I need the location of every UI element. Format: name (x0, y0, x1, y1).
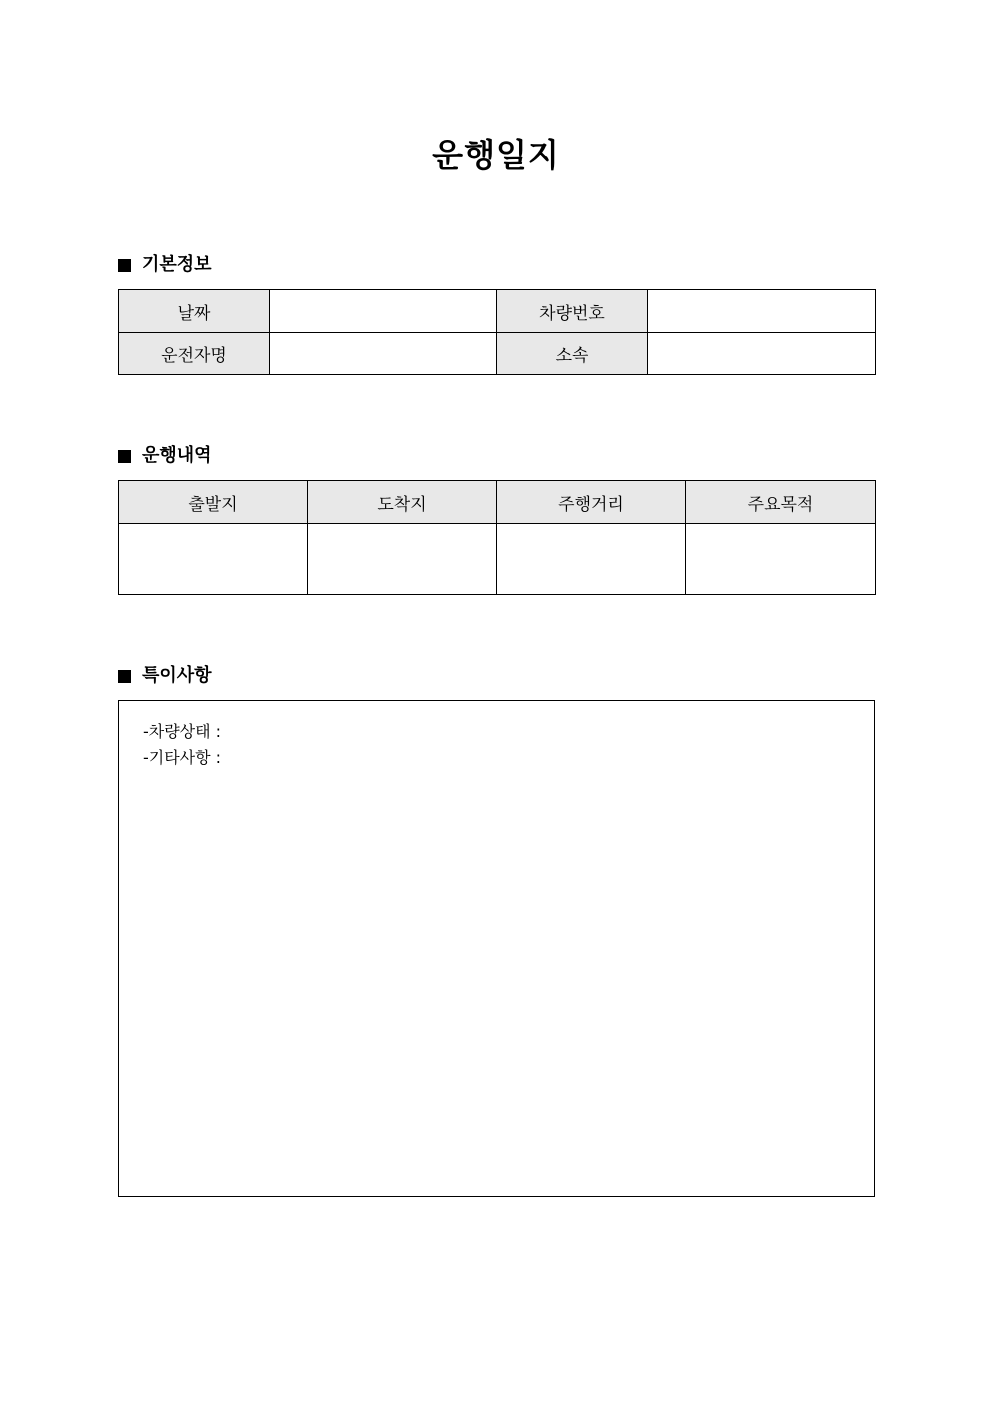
square-bullet-icon (118, 450, 131, 463)
purpose-field[interactable] (686, 524, 876, 595)
driver-name-field[interactable] (270, 333, 497, 375)
column-header-purpose: 주요목적 (686, 481, 876, 524)
table-row (119, 290, 876, 333)
vehicle-condition-line: -차량상태 : (143, 722, 222, 741)
date-label: 날짜 (119, 290, 270, 333)
trip-details-table (118, 480, 876, 595)
section-heading-remarks (118, 663, 212, 689)
driver-name-label: 운전자명 (119, 333, 270, 375)
date-field[interactable] (270, 290, 497, 333)
affiliation-field[interactable] (648, 333, 876, 375)
affiliation-label: 소속 (497, 333, 648, 375)
section-heading-basic-info (118, 252, 212, 278)
square-bullet-icon (118, 259, 131, 272)
square-bullet-icon (118, 670, 131, 683)
page-title: 운행일지 (432, 136, 560, 174)
column-header-distance: 주행거리 (497, 481, 686, 524)
column-header-destination: 도착지 (308, 481, 497, 524)
column-header-departure: 출발지 (119, 481, 308, 524)
section-heading-trip-details (118, 443, 212, 469)
table-header-row (119, 481, 876, 524)
vehicle-number-field[interactable] (648, 290, 876, 333)
other-notes-line: -기타사항 : (143, 748, 222, 767)
table-row (119, 333, 876, 375)
section-heading-label: 특이사항 (142, 665, 212, 686)
destination-field[interactable] (308, 524, 497, 595)
section-heading-label: 기본정보 (142, 254, 212, 275)
section-heading-label: 운행내역 (142, 445, 212, 466)
table-row (119, 524, 876, 595)
departure-field[interactable] (119, 524, 308, 595)
basic-info-table (118, 289, 876, 375)
remarks-textarea[interactable] (118, 700, 875, 1197)
vehicle-number-label: 차량번호 (497, 290, 648, 333)
distance-field[interactable] (497, 524, 686, 595)
